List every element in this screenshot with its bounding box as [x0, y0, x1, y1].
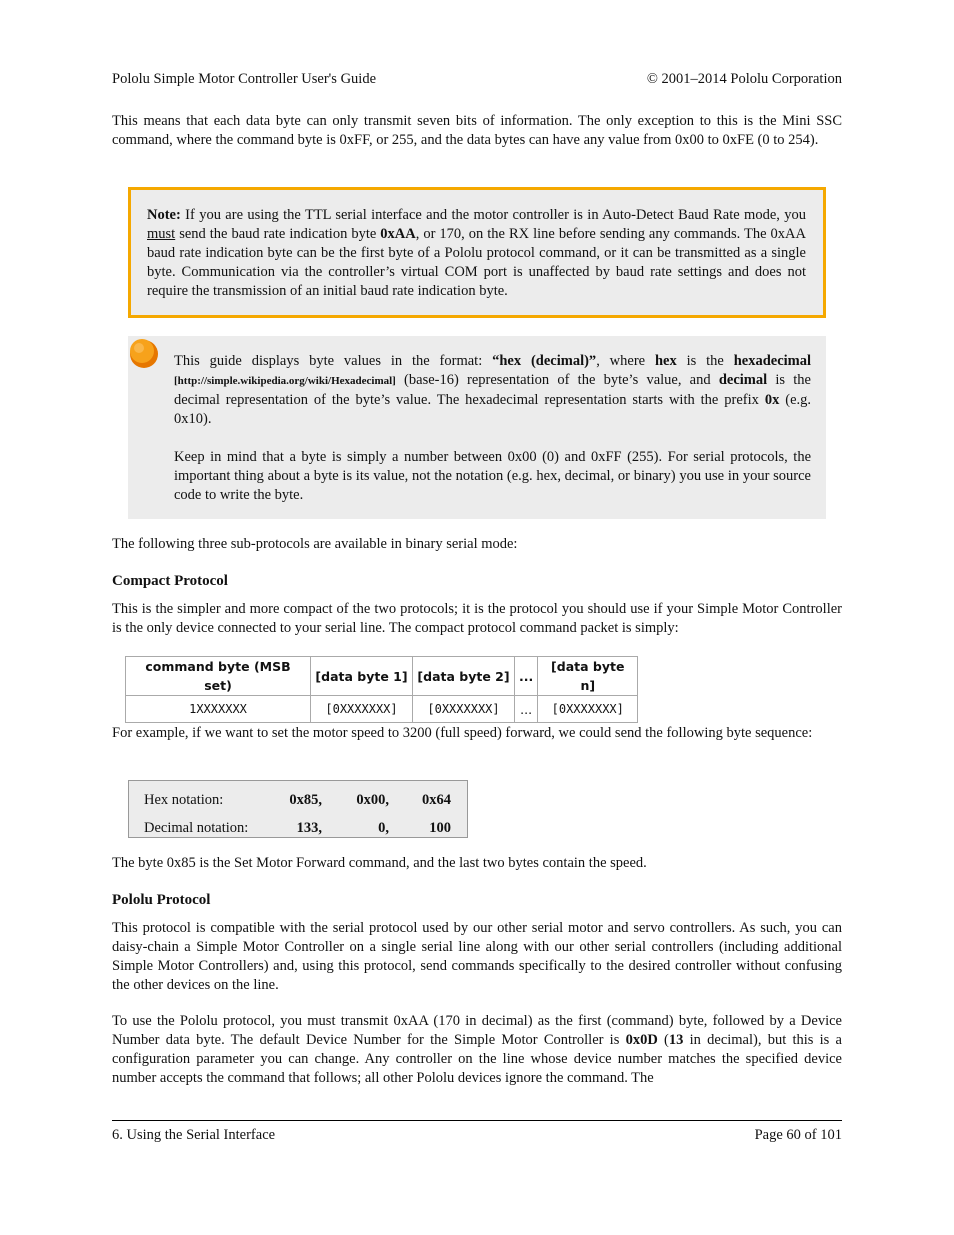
byte-sequence-table — [144, 786, 451, 842]
header-title: Pololu Simple Motor Controller User's Guide — [112, 71, 377, 87]
info-prefix: 0x — [764, 392, 780, 408]
decimal-label: Decimal notation: — [144, 819, 249, 836]
decimal-value: 133, — [296, 819, 322, 836]
footer-rule — [112, 1120, 842, 1121]
table-header: [data byte 2] — [413, 657, 515, 696]
compact-packet-table — [125, 656, 638, 723]
after-sequence-paragraph: The byte 0x85 is the Set Motor Forward command, and the last two bytes contain the speed. — [112, 855, 647, 871]
compact-heading: Compact Protocol — [112, 573, 228, 589]
table-header: ... — [515, 657, 538, 696]
footer-page-number: Page 60 of 101 — [754, 1127, 842, 1143]
table-header: [data byte 1] — [311, 657, 413, 696]
table-row — [126, 696, 638, 723]
info-box — [128, 336, 826, 519]
table-cell: [0XXXXXXX] — [311, 696, 413, 723]
footer-section: 6. Using the Serial Interface — [112, 1127, 276, 1143]
device-number-hex: 0x0D — [625, 1032, 658, 1048]
note-text-2: send the baud rate indication byte — [175, 226, 381, 242]
note-hex: 0xAA — [380, 226, 416, 242]
table-cell: 1XXXXXXX — [126, 696, 311, 723]
decimal-value: 0, — [378, 819, 389, 836]
info-hexadecimal: hexadecimal — [733, 353, 812, 369]
hex-row — [144, 786, 451, 814]
hex-value: 0x64 — [422, 791, 451, 808]
device-number-decimal: 13 — [668, 1032, 684, 1048]
pololu-paragraph-2: To use the Pololu protocol, you must transmit 0xAA (170 in decimal) as the first (command) byte, followed by a Device Number data byte. The default Device Number for the Simple Motor Controller is 0x0D (13 in decimal), but this is a configuration parameter you can change. Any controller on the line whose device number matches the specified device number accepts the command that follows; all other Pololu devices ignore the command. The — [112, 1013, 842, 1086]
lightbulb-icon — [128, 336, 164, 372]
info-paragraph-1: This guide displays byte values in the format: “hex (decimal)”, where hex is the hexadecimal [http://simple.wikipedia.org/wiki/Hexadecimal] (base-16) representation of the byte’s value, and decimal is the decimal representation of the byte’s value. The hexadecimal representation starts with the prefix 0x (e.g. 0x10). — [174, 353, 812, 427]
decimal-row — [144, 814, 451, 842]
hex-value: 0x85, — [289, 791, 322, 808]
header-copyright: © 2001–2014 Pololu Corporation — [646, 71, 842, 87]
decimal-value: 100 — [429, 819, 451, 836]
info-decimal: decimal — [718, 372, 768, 388]
table-header: command byte (MSB set) — [126, 657, 311, 696]
subprotocols-paragraph: The following three sub-protocols are available in binary serial mode: — [112, 536, 518, 552]
note-must: must — [147, 226, 176, 242]
table-header-row — [126, 657, 638, 696]
table-header: [data byte n] — [538, 657, 638, 696]
page-footer — [112, 1126, 842, 1146]
hex-value: 0x00, — [356, 791, 389, 808]
hexadecimal-link[interactable]: [http://simple.wikipedia.org/wiki/Hexadecimal] — [174, 375, 396, 387]
byte-sequence-box — [128, 780, 468, 838]
note-text-1: If you are using the TTL serial interface and the motor controller is in Auto-Detect Baud Rate mode, you — [180, 207, 806, 223]
note-box — [128, 187, 826, 318]
example-paragraph: For example, if we want to set the motor speed to 3200 (full speed) forward, we could send the following byte sequence: — [112, 725, 813, 741]
info-format: “hex (decimal)” — [492, 353, 597, 369]
info-hex: hex — [654, 353, 677, 369]
hex-label: Hex notation: — [144, 791, 224, 808]
pololu-heading: Pololu Protocol — [112, 892, 211, 908]
table-cell: [0XXXXXXX] — [413, 696, 515, 723]
table-cell: ... — [515, 696, 538, 723]
intro-paragraph: This means that each data byte can only transmit seven bits of information. The only exception to this is the Mini SSC command, where the command byte is 0xFF, or 255, and the data bytes can have any value from 0x00 to 0xFE (0 to 254). — [112, 113, 842, 148]
compact-paragraph: This is the simpler and more compact of the two protocols; it is the protocol you should use if your Simple Motor Controller is the only device connected to your serial line. The compact protocol command packet is simply: — [112, 601, 842, 636]
pololu-paragraph-1: This protocol is compatible with the serial protocol used by our other serial motor and servo controllers. As such, you can daisy-chain a Simple Motor Controller on a single serial line along with our other serial controllers (including additional Simple Motor Controllers) and, using this protocol, send commands specifically to the desired controller without confusing the other devices on the line. — [112, 920, 842, 993]
note-label: Note: — [147, 207, 181, 223]
page-header — [112, 70, 842, 90]
info-paragraph-2: Keep in mind that a byte is simply a number between 0x00 (0) and 0xFF (255). For serial protocols, the important thing about a byte is its value, not the notation (e.g. hex, decimal, or binary) you use in your source code to write the byte. — [174, 449, 811, 503]
table-cell: [0XXXXXXX] — [538, 696, 638, 723]
note-text-3: , or 170, on the RX line before sending any commands. The 0xAA baud rate indication byte can be the first byte of a Pololu protocol command, or it can be transmitted as a single byte. Communication via the controller’s virtual COM port is unaffected by baud rate settings and does not require the transmission of an initial baud rate indication byte. — [147, 226, 806, 299]
